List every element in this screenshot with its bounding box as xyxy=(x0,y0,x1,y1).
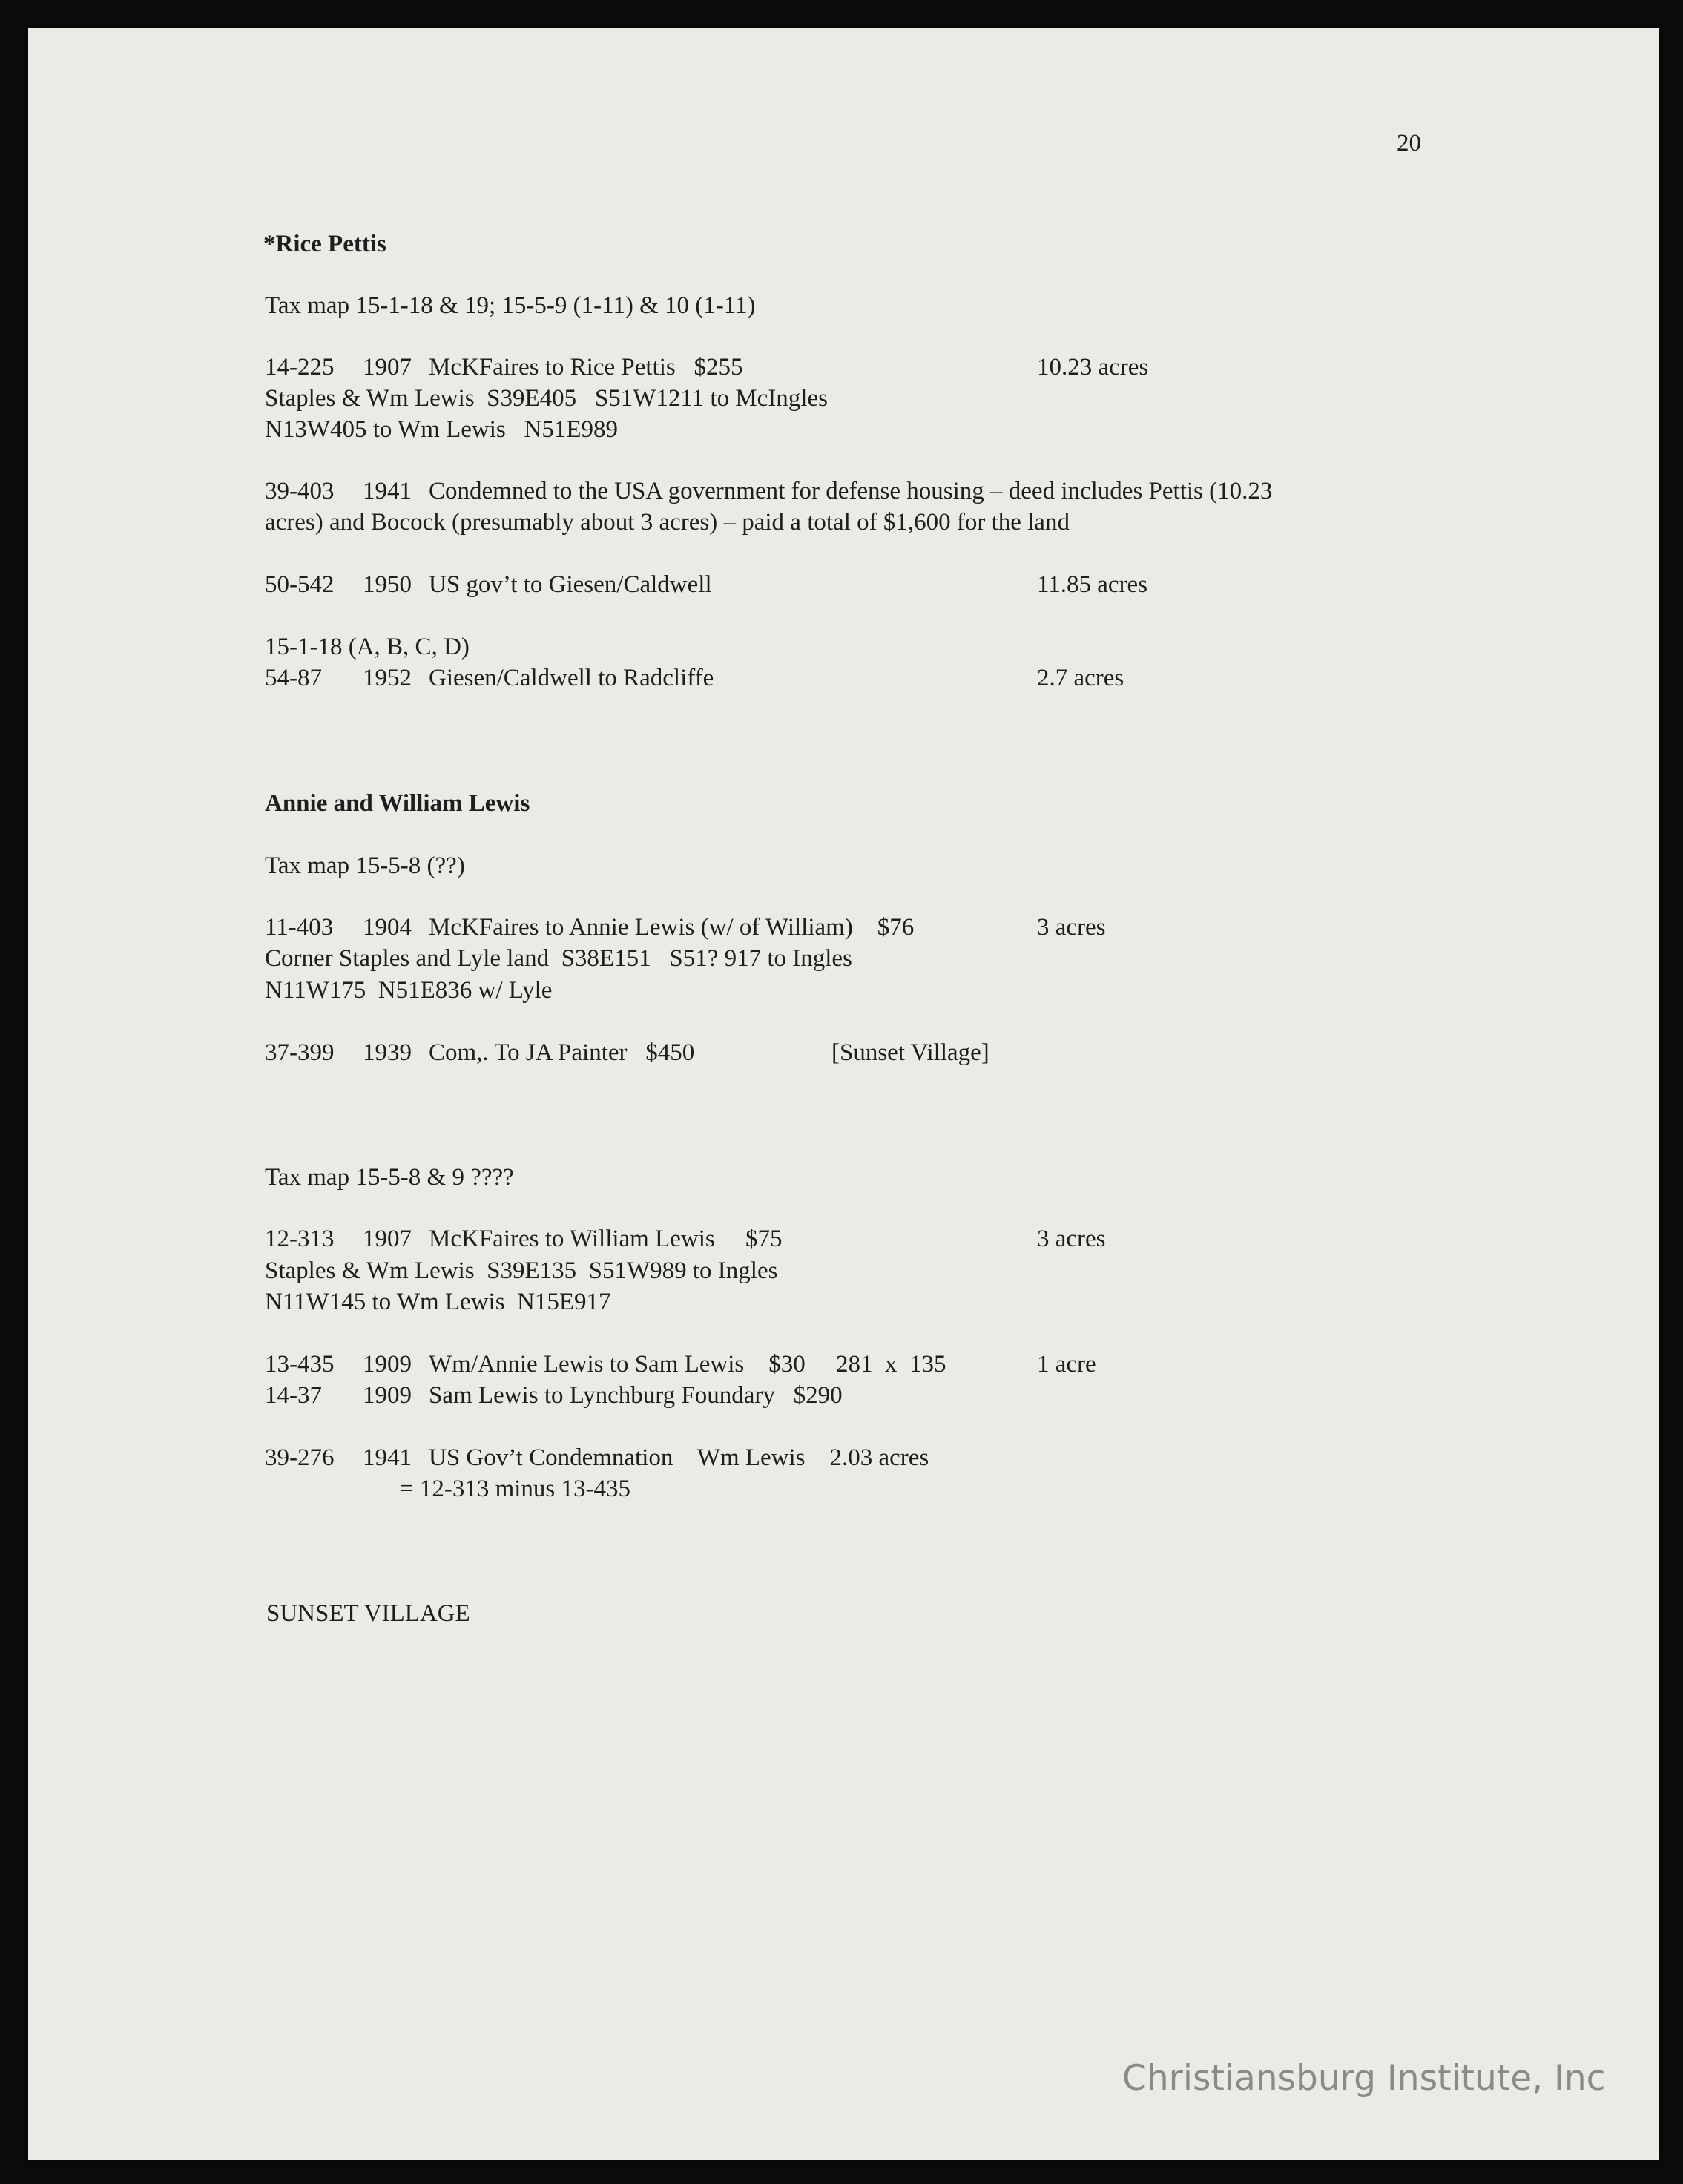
deed-description: Com,. To JA Painter $450 xyxy=(429,1039,695,1066)
deed-boundary: N11W145 to Wm Lewis N15E917 xyxy=(265,1289,611,1315)
deed-description: Sam Lewis to Lynchburg Foundary $290 xyxy=(429,1382,843,1409)
deed-year: 1909 xyxy=(363,1351,412,1378)
deed-book: 14-37 xyxy=(265,1382,322,1409)
deed-note: [Sunset Village] xyxy=(831,1039,989,1066)
tax-map-line: Tax map 15-5-8 & 9 ???? xyxy=(265,1164,514,1191)
deed-acres: 1 acre xyxy=(1037,1351,1096,1378)
tax-map-line: Tax map 15-1-18 & 19; 15-5-9 (1-11) & 10 (1-11) xyxy=(265,292,756,319)
deed-book: 13-435 xyxy=(265,1351,335,1378)
deed-year: 1907 xyxy=(363,354,412,381)
deed-description: US gov’t to Giesen/Caldwell xyxy=(429,571,712,598)
deed-boundary: Staples & Wm Lewis S39E135 S51W989 to Ingles xyxy=(265,1257,778,1284)
deed-book: 14-225 xyxy=(265,354,335,381)
document-page xyxy=(28,28,1659,2160)
deed-description: Wm/Annie Lewis to Sam Lewis $30 281 x 135 xyxy=(429,1351,946,1378)
deed-acres: 10.23 acres xyxy=(1037,354,1149,381)
deed-year: 1909 xyxy=(363,1382,412,1409)
deed-book: 12-313 xyxy=(265,1226,335,1252)
deed-description: McKFaires to Annie Lewis (w/ of William) $76 xyxy=(429,914,915,941)
deed-boundary: Corner Staples and Lyle land S38E151 S51? 917 to Ingles xyxy=(265,945,852,972)
deed-description: McKFaires to Rice Pettis $255 xyxy=(429,354,743,381)
deed-boundary: N13W405 to Wm Lewis N51E989 xyxy=(265,416,619,443)
deed-acres: 11.85 acres xyxy=(1037,571,1148,598)
deed-book: 11-403 xyxy=(265,914,334,941)
deed-year: 1904 xyxy=(363,914,412,941)
deed-description-continued: acres) and Bocock (presumably about 3 acres) – paid a total of $1,600 for the land xyxy=(265,509,1070,536)
deed-boundary: Staples & Wm Lewis S39E405 S51W1211 to McIngles xyxy=(265,385,828,412)
deed-description: US Gov’t Condemnation Wm Lewis 2.03 acres xyxy=(429,1444,929,1471)
section-heading-annie-william-lewis: Annie and William Lewis xyxy=(265,790,530,817)
deed-year: 1941 xyxy=(363,1444,412,1471)
deed-boundary: N11W175 N51E836 w/ Lyle xyxy=(265,977,553,1004)
section-heading-rice-pettis: *Rice Pettis xyxy=(263,231,386,257)
deed-description: McKFaires to William Lewis $75 xyxy=(429,1226,783,1252)
deed-year: 1952 xyxy=(363,665,412,691)
deed-calculation: = 12-313 minus 13-435 xyxy=(400,1476,631,1502)
deed-book: 50-542 xyxy=(265,571,335,598)
page-number: 20 xyxy=(1397,130,1421,157)
deed-book: 54-87 xyxy=(265,665,322,691)
deed-year: 1939 xyxy=(363,1039,412,1066)
sunset-village-heading: SUNSET VILLAGE xyxy=(266,1600,470,1627)
tax-map-line: Tax map 15-5-8 (??) xyxy=(265,852,465,879)
deed-year: 1941 xyxy=(363,478,412,504)
deed-book: 37-399 xyxy=(265,1039,335,1066)
parcel-id: 15-1-18 (A, B, C, D) xyxy=(265,634,470,660)
watermark-text: Christiansburg Institute, Inc xyxy=(1122,2058,1606,2099)
deed-year: 1907 xyxy=(363,1226,412,1252)
deed-book: 39-276 xyxy=(265,1444,335,1471)
deed-acres: 3 acres xyxy=(1037,914,1106,941)
deed-acres: 3 acres xyxy=(1037,1226,1106,1252)
deed-description: Giesen/Caldwell to Radcliffe xyxy=(429,665,714,691)
deed-book: 39-403 xyxy=(265,478,335,504)
deed-acres: 2.7 acres xyxy=(1037,665,1124,691)
deed-year: 1950 xyxy=(363,571,412,598)
deed-description: Condemned to the USA government for defense housing – deed includes Pettis (10.23 xyxy=(429,478,1273,504)
